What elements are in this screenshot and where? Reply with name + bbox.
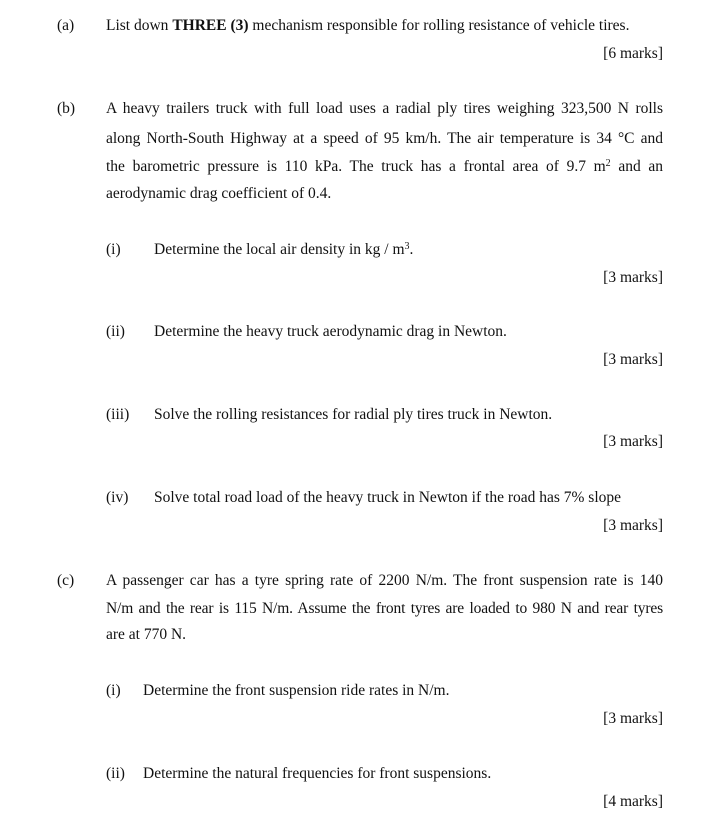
question-b-iv-text: Solve total road load of the heavy truck in Newton if the road has 7% slope (154, 489, 622, 506)
question-b-i-label: (i) (106, 241, 121, 258)
question-c-i-label: (i) (106, 682, 121, 699)
question-b-iv-label: (iv) (106, 489, 129, 506)
question-c-ii-text: Determine the natural frequencies for front suspensions. (143, 765, 492, 782)
question-b-iv-marks: [3 marks] (603, 517, 663, 534)
question-b-i-text: Determine the local air density in kg / $m^3$. (154, 241, 414, 258)
question-c-ii-label: (ii) (106, 765, 125, 782)
question-c-line-2: N/m and the rear is 115 N/m. Assume the front tyres are loaded to 980 N and rear tyres (106, 600, 663, 617)
question-a-label: (a) (57, 17, 75, 34)
question-b-i-marks: [3 marks] (603, 269, 663, 286)
question-b-iii-text: Solve the rolling resistances for radial ply tires truck in Newton. (154, 406, 553, 423)
question-c-i-text: Determine the front suspension ride rates in N/m. (143, 682, 450, 699)
question-c-ii-marks: [4 marks] (603, 793, 663, 810)
question-b-line-2: along North-South Highway at a speed of 95 km/h. The air temperature is 34 °C and (106, 130, 663, 147)
question-a-marks: [6 marks] (603, 45, 663, 62)
question-c-line-1: A passenger car has a tyre spring rate of 2200 N/m. The front suspension rate is 140 (106, 572, 663, 589)
question-b-iii-label: (iii) (106, 406, 130, 423)
question-b-label: (b) (57, 100, 76, 117)
question-c-line-3: are at 770 N. (106, 626, 187, 643)
question-b-line-4: aerodynamic drag coefficient of 0.4. (106, 185, 332, 202)
question-b-ii-text: Determine the heavy truck aerodynamic drag in Newton. (154, 323, 507, 340)
question-a-text: List down THREE (3) mechanism responsible for rolling resistance of vehicle tires. (106, 17, 630, 34)
question-c-i-marks: [3 marks] (603, 710, 663, 727)
question-b-iii-marks: [3 marks] (603, 433, 663, 450)
question-b-line-1: A heavy trailers truck with full load uses a radial ply tires weighing 323,500 N rolls (106, 100, 663, 117)
question-b-ii-marks: [3 marks] (603, 351, 663, 368)
question-b-line-3: the barometric pressure is 110 kPa. The truck has a frontal area of 9.7 $m^2$ and an (106, 158, 663, 175)
question-b-ii-label: (ii) (106, 323, 125, 340)
question-c-label: (c) (57, 572, 75, 589)
